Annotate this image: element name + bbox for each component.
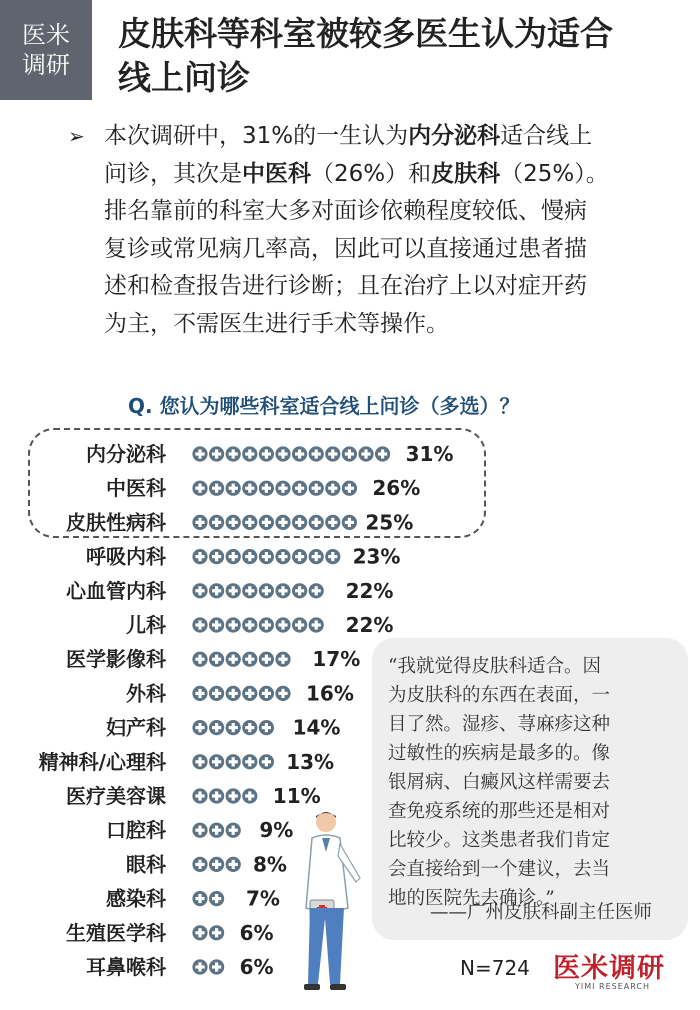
category-label: 儿科 bbox=[126, 613, 166, 637]
bullet-arrow-icon: ➢ bbox=[68, 124, 85, 148]
medical-cross-icon bbox=[192, 891, 207, 906]
bar-7 bbox=[192, 652, 307, 667]
medical-cross-icon bbox=[209, 959, 224, 974]
category-label: 医疗美容课 bbox=[66, 784, 166, 808]
medical-cross-icon bbox=[259, 754, 274, 769]
quote-line: 比较少。这类患者我们肯定 bbox=[388, 830, 611, 851]
medical-cross-icon bbox=[192, 720, 207, 735]
value-label: 17% bbox=[312, 647, 361, 672]
medical-cross-icon bbox=[209, 446, 224, 461]
medical-cross-icon bbox=[358, 446, 373, 461]
medical-cross-icon bbox=[209, 925, 224, 940]
medical-cross-icon bbox=[226, 549, 241, 564]
title-line-1: 皮肤科等科室被较多医生认为适合 bbox=[118, 14, 613, 53]
medical-cross-icon bbox=[209, 652, 224, 667]
medical-cross-icon bbox=[209, 515, 224, 530]
medical-cross-icon bbox=[209, 686, 224, 701]
medical-cross-icon bbox=[259, 549, 274, 564]
medical-cross-icon bbox=[325, 481, 340, 496]
medical-cross-icon bbox=[226, 446, 241, 461]
medical-cross-icon bbox=[192, 823, 207, 838]
medical-cross-icon bbox=[309, 481, 324, 496]
medical-cross-icon bbox=[192, 515, 207, 530]
bar-9 bbox=[192, 720, 290, 735]
bar-5 bbox=[192, 583, 340, 598]
medical-cross-icon bbox=[325, 549, 340, 564]
value-label: 25% bbox=[365, 510, 414, 535]
text-segment: （25%）。 bbox=[500, 160, 609, 187]
value-label: 31% bbox=[405, 442, 454, 466]
medical-cross-icon-partial bbox=[226, 959, 241, 974]
category-label: 妇产科 bbox=[106, 715, 166, 740]
medical-cross-icon bbox=[275, 686, 290, 701]
summary-line-2 bbox=[104, 156, 670, 194]
medical-cross-icon bbox=[325, 446, 340, 461]
title-line-2: 线上问诊 bbox=[118, 58, 250, 97]
bar-14 bbox=[192, 891, 240, 906]
quote-line: 为皮肤科的东西在表面，一 bbox=[388, 685, 611, 706]
medical-cross-icon bbox=[209, 617, 224, 632]
medical-cross-icon-partial bbox=[226, 925, 241, 940]
medical-cross-icon bbox=[209, 891, 224, 906]
value-label: 6% bbox=[239, 955, 274, 979]
medical-cross-icon bbox=[309, 515, 324, 530]
medical-cross-icon bbox=[209, 823, 224, 838]
page-title bbox=[118, 12, 688, 100]
medical-cross-icon bbox=[259, 652, 274, 667]
medical-cross-icon bbox=[209, 549, 224, 564]
medical-cross-icon bbox=[309, 617, 324, 632]
medical-cross-icon bbox=[192, 959, 207, 974]
text-segment: （26%）和 bbox=[311, 160, 432, 187]
medical-cross-icon-partial bbox=[292, 686, 307, 701]
medical-cross-icon bbox=[275, 515, 290, 530]
badge-line-1: 医米 bbox=[22, 21, 70, 49]
bold-segment: 皮肤科 bbox=[431, 160, 501, 187]
value-label: 22% bbox=[345, 613, 394, 637]
medical-cross-icon bbox=[209, 754, 224, 769]
medical-cross-icon bbox=[275, 652, 290, 667]
category-label: 医学影像科 bbox=[66, 647, 166, 672]
quote-attribution: ——广州皮肤科副主任医师 bbox=[430, 902, 653, 923]
medical-cross-icon bbox=[342, 515, 357, 530]
medical-cross-icon bbox=[242, 617, 257, 632]
medical-cross-icon bbox=[342, 446, 357, 461]
category-label: 眼科 bbox=[126, 852, 166, 877]
medical-cross-icon bbox=[242, 549, 257, 564]
medical-cross-icon bbox=[192, 446, 207, 461]
doctor-quote bbox=[388, 652, 678, 913]
logo-sub-text: YIMI RESEARCH bbox=[575, 982, 651, 991]
medical-cross-icon bbox=[226, 515, 241, 530]
value-label: 14% bbox=[292, 715, 341, 740]
medical-cross-icon bbox=[192, 583, 207, 598]
medical-cross-icon bbox=[259, 583, 274, 598]
bar-6 bbox=[192, 617, 340, 632]
quote-line: 会直接给到一个建议，去当 bbox=[388, 859, 611, 880]
value-label: 23% bbox=[352, 544, 401, 569]
quote-line: “我就觉得皮肤科适合。因 bbox=[388, 656, 601, 677]
survey-question: Q. 您认为哪些科室适合线上问诊（多选）？ bbox=[128, 394, 520, 418]
medical-cross-icon bbox=[275, 549, 290, 564]
bold-segment: 内分泌科 bbox=[408, 123, 501, 149]
quote-line: 过敏性的疾病是最多的。像 bbox=[388, 743, 611, 764]
category-label: 感染科 bbox=[106, 886, 166, 911]
medical-cross-icon bbox=[209, 720, 224, 735]
medical-cross-icon bbox=[226, 481, 241, 496]
medical-cross-icon bbox=[226, 754, 241, 769]
medical-cross-icon-partial bbox=[392, 446, 407, 461]
bar-15 bbox=[192, 925, 240, 940]
medical-cross-icon bbox=[275, 481, 290, 496]
medical-cross-icon bbox=[226, 823, 241, 838]
medical-cross-icon bbox=[275, 446, 290, 461]
medical-cross-icon bbox=[292, 583, 307, 598]
bar-16 bbox=[192, 959, 240, 974]
medical-cross-icon-partial bbox=[275, 720, 290, 735]
medical-cross-icon bbox=[275, 583, 290, 598]
bar-3 bbox=[192, 515, 357, 530]
bar-12 bbox=[192, 823, 257, 838]
category-label: 生殖医学科 bbox=[66, 920, 166, 945]
medical-cross-icon bbox=[226, 617, 241, 632]
bar-11 bbox=[192, 788, 274, 803]
value-label: 22% bbox=[345, 578, 394, 603]
medical-cross-icon bbox=[292, 446, 307, 461]
medical-cross-icon bbox=[209, 583, 224, 598]
medical-cross-icon bbox=[209, 481, 224, 496]
medical-cross-icon bbox=[242, 788, 257, 803]
medical-cross-icon-partial bbox=[325, 617, 340, 632]
medical-cross-icon bbox=[226, 583, 241, 598]
category-label: 中医科 bbox=[106, 476, 166, 501]
medical-cross-icon bbox=[292, 481, 307, 496]
medical-cross-icon bbox=[259, 617, 274, 632]
medical-cross-icon bbox=[226, 720, 241, 735]
value-label: 11% bbox=[272, 784, 321, 808]
medical-cross-icon bbox=[192, 925, 207, 940]
category-label: 外科 bbox=[126, 681, 166, 706]
medical-cross-icon bbox=[242, 481, 257, 496]
medical-cross-icon bbox=[192, 549, 207, 564]
summary-line-3: 排名靠前的科室大多对面诊依赖程度较低、慢病 bbox=[104, 198, 587, 224]
medical-cross-icon bbox=[192, 857, 207, 872]
medical-cross-icon-partial bbox=[325, 583, 340, 598]
text-segment: 适合线上 bbox=[500, 123, 593, 149]
summary-line-1 bbox=[104, 118, 670, 156]
medical-cross-icon bbox=[275, 617, 290, 632]
category-label: 耳鼻喉科 bbox=[86, 955, 166, 979]
category-label: 呼吸内科 bbox=[86, 544, 166, 569]
medical-cross-icon bbox=[242, 583, 257, 598]
medical-cross-icon bbox=[242, 754, 257, 769]
medical-cross-icon bbox=[242, 446, 257, 461]
medical-cross-icon bbox=[242, 652, 257, 667]
medical-cross-icon bbox=[226, 857, 241, 872]
medical-cross-icon bbox=[192, 754, 207, 769]
category-label: 内分泌科 bbox=[86, 442, 166, 466]
bar-8 bbox=[192, 686, 307, 701]
value-label: 6% bbox=[239, 920, 274, 945]
medical-cross-icon-partial bbox=[242, 823, 257, 838]
medical-cross-icon bbox=[192, 686, 207, 701]
medical-cross-icon-partial bbox=[292, 652, 307, 667]
medical-cross-icon bbox=[192, 617, 207, 632]
value-label: 8% bbox=[253, 852, 287, 877]
medical-cross-icon-partial bbox=[358, 481, 373, 496]
summary-line-6: 为主，不需医生进行手术等操作。 bbox=[104, 310, 449, 337]
medical-cross-icon bbox=[342, 481, 357, 496]
medical-cross-icon bbox=[242, 686, 257, 701]
summary-line-5: 述和检查报告进行诊断；且在治疗上以对症开药 bbox=[104, 273, 587, 299]
category-label: 心血管内科 bbox=[66, 578, 166, 603]
quote-line: 目了然。湿疹、荨麻疹这种 bbox=[388, 714, 611, 735]
medical-cross-icon bbox=[292, 515, 307, 530]
medical-cross-icon-partial bbox=[226, 891, 241, 906]
medical-cross-icon bbox=[209, 788, 224, 803]
bar-10 bbox=[192, 754, 290, 769]
yimi-research-logo bbox=[553, 946, 683, 996]
quote-line: 银屑病、白癜风这样需要去 bbox=[388, 772, 611, 793]
doctor-illustration bbox=[292, 808, 370, 998]
medical-cross-icon bbox=[259, 720, 274, 735]
medical-cross-icon bbox=[325, 515, 340, 530]
value-label: 26% bbox=[372, 476, 421, 501]
medical-cross-icon bbox=[226, 652, 241, 667]
medical-cross-icon bbox=[242, 515, 257, 530]
medical-cross-icon bbox=[192, 788, 207, 803]
bar-1 bbox=[192, 446, 406, 461]
value-label: 7% bbox=[246, 886, 280, 911]
bar-2 bbox=[192, 481, 373, 496]
category-label: 口腔科 bbox=[106, 818, 166, 843]
value-label: 16% bbox=[306, 681, 354, 706]
value-label: 13% bbox=[286, 749, 335, 774]
bar-4 bbox=[192, 549, 357, 564]
medical-cross-icon bbox=[192, 652, 207, 667]
category-label: 精神科/心理科 bbox=[38, 749, 166, 774]
summary-line-4: 复诊或常见病几率高，因此可以直接通过患者描 bbox=[104, 235, 587, 262]
medical-cross-icon bbox=[226, 788, 241, 803]
quote-line: 查免疫系统的那些还是相对 bbox=[388, 801, 611, 822]
medical-cross-icon bbox=[259, 481, 274, 496]
medical-cross-icon bbox=[259, 515, 274, 530]
medical-cross-icon bbox=[259, 686, 274, 701]
text-segment: 问诊，其次是 bbox=[104, 160, 242, 187]
medical-cross-icon-partial bbox=[259, 788, 274, 803]
category-label: 皮肤性病科 bbox=[66, 510, 166, 535]
quote-line: 地的医院先去确诊。” bbox=[388, 888, 555, 909]
medical-cross-icon bbox=[292, 617, 307, 632]
medical-cross-icon bbox=[242, 720, 257, 735]
medical-cross-icon bbox=[292, 549, 307, 564]
bar-13 bbox=[192, 857, 257, 872]
sample-size: N=724 bbox=[460, 956, 530, 980]
medical-cross-icon bbox=[375, 446, 390, 461]
medical-cross-icon bbox=[309, 446, 324, 461]
text-segment: 本次调研中，31%的一生认为 bbox=[104, 123, 409, 149]
medical-cross-icon bbox=[226, 686, 241, 701]
medical-cross-icon bbox=[259, 446, 274, 461]
bold-segment: 中医科 bbox=[242, 160, 311, 187]
medical-cross-icon bbox=[192, 481, 207, 496]
medical-cross-icon bbox=[309, 583, 324, 598]
value-label: 9% bbox=[259, 818, 294, 843]
medical-cross-icon bbox=[209, 857, 224, 872]
badge-line-2: 调研 bbox=[22, 51, 70, 79]
brand-badge bbox=[0, 0, 92, 100]
medical-cross-icon bbox=[309, 549, 324, 564]
logo-main-text: 医米调研 bbox=[553, 953, 665, 984]
